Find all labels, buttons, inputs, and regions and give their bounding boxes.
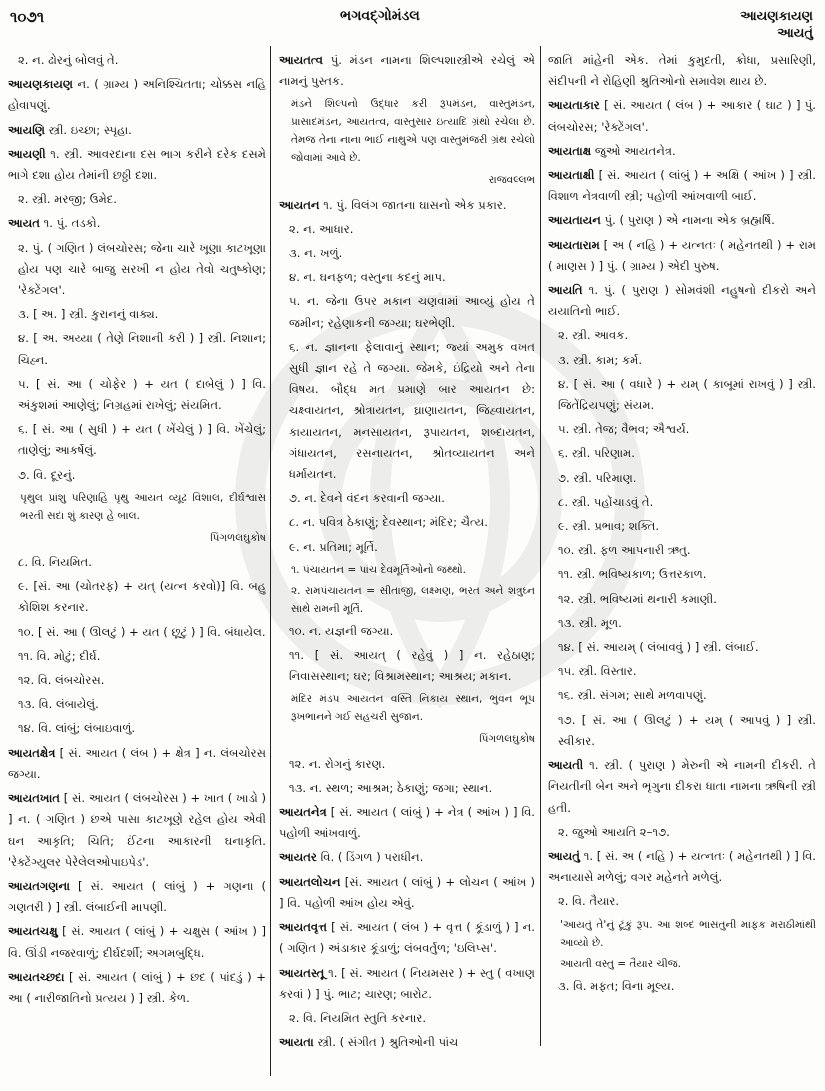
definition: [ સં. આયત ( લાંબું ) + અક્ષિ ( આંખ ) ] સ્ત્રી. વિશાળ નેત્રવાળી સ્ત્રી; પહોળી આંખવાળી બાઈ. [548,168,816,204]
headword: આયણી [8,146,46,161]
guide-words [740,8,813,42]
sense-line: ૯. ન. પ્રતિમા; મૂર્તિ. [289,539,378,554]
definition: [ સં. આયત ( લંબચોરસ ) + ખાત ( ખાડો ) ] ન. ( ગણિત ) છએ પાસા કાટખૂણે રહેલ હોય એવી ઘન આકૃતિ; ચિતિ; ઈંટના આકારની ઘનાકૃતિ. 'રેક્ટેંગ્યુલર પેરેલેલઓપાઇપેડ'. [8,791,266,869]
definition: [ સં. આયત ( લંબ ) + વૃત્ત ( કૂંડાળું ) ] ન. ( ગણિત ) અંડાકાર કૂંડાળું; લંબવર્તુળ; 'ઇલિપ્સ'. [279,920,535,956]
dictionary-entry [279,963,535,1005]
sense-line: ૨. સ્ત્રી. આવક. [558,328,629,343]
headword: આયતન [279,197,320,212]
quotation: મંડને શિલ્પનો ઉદ્ધાર કરી રૂપમંડન, વાસ્તુમંડન, પ્રાસાદમંડન, આયતત્વ, વાસ્તુસાર ઇત્યાદિ ગ્રંથો રચેલા છે. તેમજ તેના નાના ભાઈ નાથુએ પણ વાસ્તુમંજરી ગ્રંથ રચેલો જોવામાં આવે છે. [291,98,535,165]
headword: આયતસ્તૂ [279,965,325,980]
sense-line: ૪. ન. ઘનફળ; વસ્તુના કદનું માપ. [289,270,446,285]
sense-line: ૫. ન. જેના ઉપર મકાન ચણવામાં આવ્યું હોય તે જમીન; રહેણાકની જગ્યા; ઘરભેણી. [289,294,535,330]
headword: આયતારામ [548,237,600,252]
headword: આયત [8,216,40,231]
sense-line: ૩. [ અ. ] સ્ત્રી. કુરાનનું વાક્ય. [18,307,159,322]
definition: જુઓ આયતનેત્ર. [591,143,676,158]
column-divider [540,46,541,1046]
definition: [ અ ( નહિ ) + યત્નતઃ ( મહેનતથી ) + રામ ( માણસ ) ] પું. ( ગ્રામ્ય ) એદી પુરુષ. [548,237,816,273]
sense-line: ૬. [ સં. આ ( સુધી ) + યત ( ખેંચેલું ) ] વિ. ખેંચેલું; તાણેલું; આકર્ષેલું. [18,422,266,458]
headword: આયતાક્ષી [548,168,595,183]
dictionary-entry [548,235,816,277]
sense-line: ૧૨. ન. રોગનું કારણ. [289,756,386,771]
dictionary-entry [548,280,816,322]
sense-line: ૯. [સં. આ (ચોતરફ) + યત્ (યત્ન કરવો)] વિ. બહુ કોશિશ કરનાર. [18,579,266,615]
sense-line: ૫. સ્ત્રી. તેજ; વૈભવ; ઐશ્વર્ય. [558,422,690,437]
sense-line: ૪. [ અ. અય્યા ( તેણે નિશાની કરી ) ] સ્ત્રી. નિશાન; ચિહ્ન. [18,331,266,367]
dictionary-entry [279,195,535,216]
sense-line: ૧૭. [ સં. આ ( ઊલટું ) + યમ્ ( આપવું ) ] સ્ત્રી. સ્વીકાર. [558,712,816,748]
definition: ૧. સ્ત્રી. આવરદાના દસ ભાગ કરીને દરેક દસમે ભાગે દશા હોય તેમાંની છઠ્ઠી દશા. [8,146,266,183]
sense-line: ૨. ન. આધાર. [289,221,354,236]
definition: [ સં. આયત ( લંબ ) + ક્ષેત્ર ] ન. લંબચોરસ જગ્યા. [8,745,266,781]
headword: આયતવૃત્ત [279,920,328,935]
sense-line: ૫. [ સં. આ ( ચોફેર ) + યત ( દાબેલું ) ] વિ. અંકુશમાં આણેલું; નિગ્રહમાં રાખેલું; સંયમિત. [18,376,266,413]
sense-line: ૨. વિ. નિયમિત સ્તુતિ કરનાર. [289,1010,427,1025]
sense-line: ૧૩. ન. સ્થળ; આશ્રમ; ઠેકાણું; જગા; સ્થાન. [289,780,493,795]
source-citation: રાજવલ્લભ [488,174,535,187]
sense-line: ૨. જુઓ આયતિ ૨–૧૭. [558,824,670,839]
headword: આયતાક્ષ [548,143,592,158]
sense-line: ૮. ન. પવિત્ર ઠેકાણું; દેવસ્થાન; મંદિર; ચૈત્ય. [289,515,488,530]
dictionary-entry [8,74,266,116]
dictionary-entry [8,743,266,785]
column-1 [8,50,266,1012]
sense-line: ૭. ન. દેવને વંદન કરવાની જગ્યા. [289,491,445,506]
headword: આયતચક્ષુ [8,924,58,939]
sense-line: ૯. સ્ત્રી. પ્રભાવ; શક્તિ. [558,519,660,534]
dictionary-entry [279,847,535,868]
headword: આયતખાત [8,791,60,806]
definition: ૧. પું. ( પુરાણ ) સોમવંશી નહુષનો દીકરો અને યયાતિનો ભાઈ. [548,283,816,319]
dictionary-entry [279,1032,535,1053]
dictionary-entry [548,755,816,819]
sense-line: ૬. ન. જ્ઞાનના ફેલાવાનું સ્થાન; જ્યાં અમુક વખત સુધી જ્ઞાન રહે તે જગ્યા. જેમકે, ઇંદ્રિયો અને તેના વિષય. બૌદ્ધ મત પ્રમાણે બાર આયતન છે: ચક્ષ્વાયતન, શ્રોત્રાયતન, ઘ્રાણાયતન, જિહ્વાયતન, કાયાયતન, મનસાયતન, રૂપાયતન, શબ્દાયતન, ગંધાયતન, રસનાયતન, શ્રોતવ્યાયતન અને ધર્માયતન. [289,339,535,482]
headword: આયણકાયણ [8,77,73,92]
definition: સ્ત્રી. ( સંગીત ) શ્રુતિઓની પાંચ [313,1035,459,1050]
sense-line: ૧૦. [ સં. આ ( ઊલટું ) + યત ( છૂટું ) ] વિ. બંધાયેલ. [18,624,266,639]
dictionary-entry [548,846,816,888]
sense-line: ૧૧. સ્ત્રી. ભવિષ્યકાળ; ઉત્તરકાળ. [558,567,707,582]
definition: ૧. પું. તડકો. [39,216,101,231]
dictionary-entry [8,120,266,141]
headword: આયતું [548,848,580,863]
dictionary-entry [8,876,266,918]
dictionary-entry [8,921,266,963]
sense-line: ૧૧. [ સં. આયત્ ( રહેવું ) ] ન. રહેઠાણ; નિવાસસ્થાન; ઘર; વિશ્રામસ્થાન; આશ્રય; મકાન. [289,648,535,684]
sense-line: ૧૩. સ્ત્રી. મૂળ. [558,615,622,630]
quotation: મંદિર મંડપ આયતન વસ્તિ નિકાય સ્થાન, ભુવન ભૂપ રૂખભાનને ગઈ સહચરી સુજાન. [291,693,535,724]
sense-line: ૨. ન. ઢોરનું બોલવું તે. [18,53,119,67]
headword: આયણિ [8,122,45,137]
dictionary-entry [279,50,535,92]
book-title: ભગવદ્ગોમંડલ [340,8,420,24]
headword: આયતક્ષેત્ર [8,745,56,760]
sense-line: ૧૨. સ્ત્રી. ભવિષ્યમાં થનારી કમાણી. [558,591,717,606]
definition: ૧. [ સં. આયત ( નિયમસર ) + સ્તુ ( વખાણ કરવાં ) ] પું. ભાટ; ચારણ; બારોટ. [279,965,535,1001]
source-citation: પિંગળલઘુકોષ [479,733,535,746]
headword: આયતગણના [8,878,70,893]
definition: [ સં. આયત ( લંબ ) + આકાર ( ઘાટ ) ] પું. લંબચોરસ; 'રેક્ટેંગલ'. [548,98,816,134]
sense-line: ૧૫. સ્ત્રી. વિસ્તાર. [558,664,637,679]
dictionary-entry [548,165,816,207]
definition: [ સં. આયત ( લાંબું ) + છદ ( પાંદડું ) + આ ( નારીજાતિનો પ્રત્યય ) ] સ્ત્રી. કેળ. [8,969,266,1005]
guide-word-first: આયણકાયણ [740,9,813,24]
headword: આયતા [279,1035,314,1050]
dictionary-entry [8,967,266,1009]
sense-line: ૬. સ્ત્રી. પરિણામ. [558,446,635,461]
quotation: આયતી વસ્તુ = તૈયાર ચીજ. [560,957,682,970]
definition: પું. મંડન નામના શિલ્પશાસ્ત્રીએ રચેલું એ નામનું પુસ્તક. [279,53,535,89]
column-2 [279,50,535,1056]
headword: આયતાકાર [548,98,600,113]
column-divider [270,46,271,1076]
sense-line: ૧૬. સ્ત્રી. સંગમ; સાથે મળવાપણું. [558,688,707,703]
headword: આયતી [548,758,584,773]
dictionary-entry [548,141,816,162]
sense-line: ૧૪. વિ. લાંબું; લંબાઇવાળું. [18,721,136,736]
sense-line: ૧૪. [ સં. આયમ્ ( લંબાવવું ) ] સ્ત્રી. લંબાઈ. [558,640,759,655]
sense-line: ૭. વિ. દૂરનું. [18,467,76,482]
sense-line: ૨. પું. ( ગણિત ) લંબચોરસ; જેના ચારે ખૂણા કાટખૂણા હોય પણ ચારે બાજુ સરખી ન હોય તેવો ચતુષ્કોણ; 'રેક્ટેંગલ'. [18,240,266,298]
sense-line: ૭. સ્ત્રી. પરિમાણ. [558,470,637,485]
definition: [ સં. આયત ( લાંબું ) + નેત્ર ( આંખ ) ] વિ. પહોળી આંખવાળું. [279,805,535,841]
definition: [ સં. આયત ( લાંબું ) + ગણના ( ગણતરી ) ] સ્ત્રી. લંબાઈની માપણી. [8,878,266,915]
sense-line: ૧૦. ન. યજ્ઞની જગ્યા. [289,623,394,638]
dictionary-entry [548,210,816,231]
sense-line: ૮. વિ. નિયમિત. [18,555,92,570]
definition: સ્ત્રી. ઇચ્છા; સ્પૃહા. [44,122,132,137]
definition: પું. ( પુરાણ ) એ નામના એક બ્રહ્મર્ષિ. [600,213,775,228]
definition: [સં. આયત ( લાંબું ) + લોચન ( આંખ ) ] વિ. પહોળી આંખ હોય એવું. [279,874,535,910]
sense-line: ૧૩. વિ. લંબાયેલું. [18,697,99,712]
definition: વિ. ( ડિંગળ ) પરાધીન. [316,850,424,865]
headword: આયતાયન [548,213,601,228]
page-number: ૧૦૭૧ [10,8,45,26]
sense-line: ૪. [ સં. આ ( વધારે ) + યમ્ ( કાબૂમાં રાખવું ) ] સ્ત્રી. જિતેંદ્રિયપણું; સંયમ. [558,376,816,413]
dictionary-entry [548,95,816,137]
guide-word-last: આયતું [777,26,813,41]
quotation: ૧. પંચાયતન = પાંચ દેવમૂર્તિઓનો જથ્થો. [291,563,467,576]
dictionary-entry [8,213,266,234]
dictionary-entry [279,917,535,959]
column-3 [548,50,816,1000]
quotation: ૨. રામપંચાયતન = સીતાજી, લક્ષ્મણ, ભરત અને શત્રુઘ્ન સાથે રામની મૂર્તિ. [291,584,535,615]
continued-definition: જાતિ માંહેની એક. તેમાં કુમુદતી, ક્રોધા, પ્રસારિણી, સંદીપની ને રોહિણી શ્રુતિઓનો સમાવેશ થાય છે. [548,53,816,89]
headword: આયતિ [548,283,583,298]
headword: આયતલોચન [279,874,341,889]
definition: ન. ( ગ્રામ્ય ) અનિશ્ચિતતા; ચોક્કસ નહિ હોવાપણું. [8,77,266,113]
dictionary-entry [8,144,266,186]
headword: આયતર [279,850,317,865]
definition: ૧. [ સં. અ ( નહિ ) + યત્નતઃ ( મહેનતથી ) ] વિ. અનાયાસે મળેલું; વગર મહેનતે મળેલું. [548,848,816,885]
definition: ૧. પું. વિલંગ જાતના ઘાસનો એક પ્રકાર. [319,197,507,212]
quotation: 'આયતું તે'નું ટૂંકું રૂપ. આ શબ્દ ભાસતુની માફક મરાઠીમાંથી આવ્યો છે. [560,918,816,949]
sense-line: ૨. સ્ત્રી. મરજી; ઉમેદ. [18,192,117,207]
page-header [0,0,825,48]
sense-line: ૧૧. વિ. મોટું; દીર્ઘ. [18,648,101,663]
definition: ૧. સ્ત્રી. ( પુરાણ ) મેરુની એ નામની દીકરી. તે નિયતીની બેન અને ભૃગુના દીકરા ધાતા નામના ઋષિની સ્ત્રી હતી. [548,758,816,815]
sense-line: ૩. ન. ખળું. [289,246,343,261]
sense-line: ૮. સ્ત્રી. પહોંચાડવું તે. [558,494,654,509]
quotation: પૃથુલ પ્રાંશુ પરિણાહિ પૃથુ આયત વ્યૂઢ વિશાલ, દીર્ઘશ્વાસ ભરતી સદા શું કારણ હે બાલ. [20,491,266,522]
sense-line: ૩. સ્ત્રી. કામ; કર્મ. [558,352,643,367]
sense-line: ૩. વિ. મફત; વિના મૂલ્ય. [558,978,675,993]
definition: [ સં. આયત ( લાંબું ) + ચક્ષુસ ( આંખ ) ] વિ. ઊંડી નજરવાળું; દીર્ઘદર્શી; અગમબુદ્ધિ. [8,924,266,960]
sense-line: ૨. વિ. તૈયાર. [558,894,620,909]
headword: આયતચ્છદા [8,969,65,984]
sense-line: ૧૨. વિ. લંબચોરસ. [18,673,105,688]
headword: આયતનેત્ર [279,805,327,820]
dictionary-entry [279,872,535,914]
dictionary-entry [8,788,266,873]
dictionary-entry [279,802,535,844]
sense-line: ૧૦. સ્ત્રી. ફળ આપનારી ઋતુ. [558,543,691,558]
source-citation: પિંગળલઘુકોષ [210,531,266,544]
headword: આયતત્વ [279,53,323,67]
